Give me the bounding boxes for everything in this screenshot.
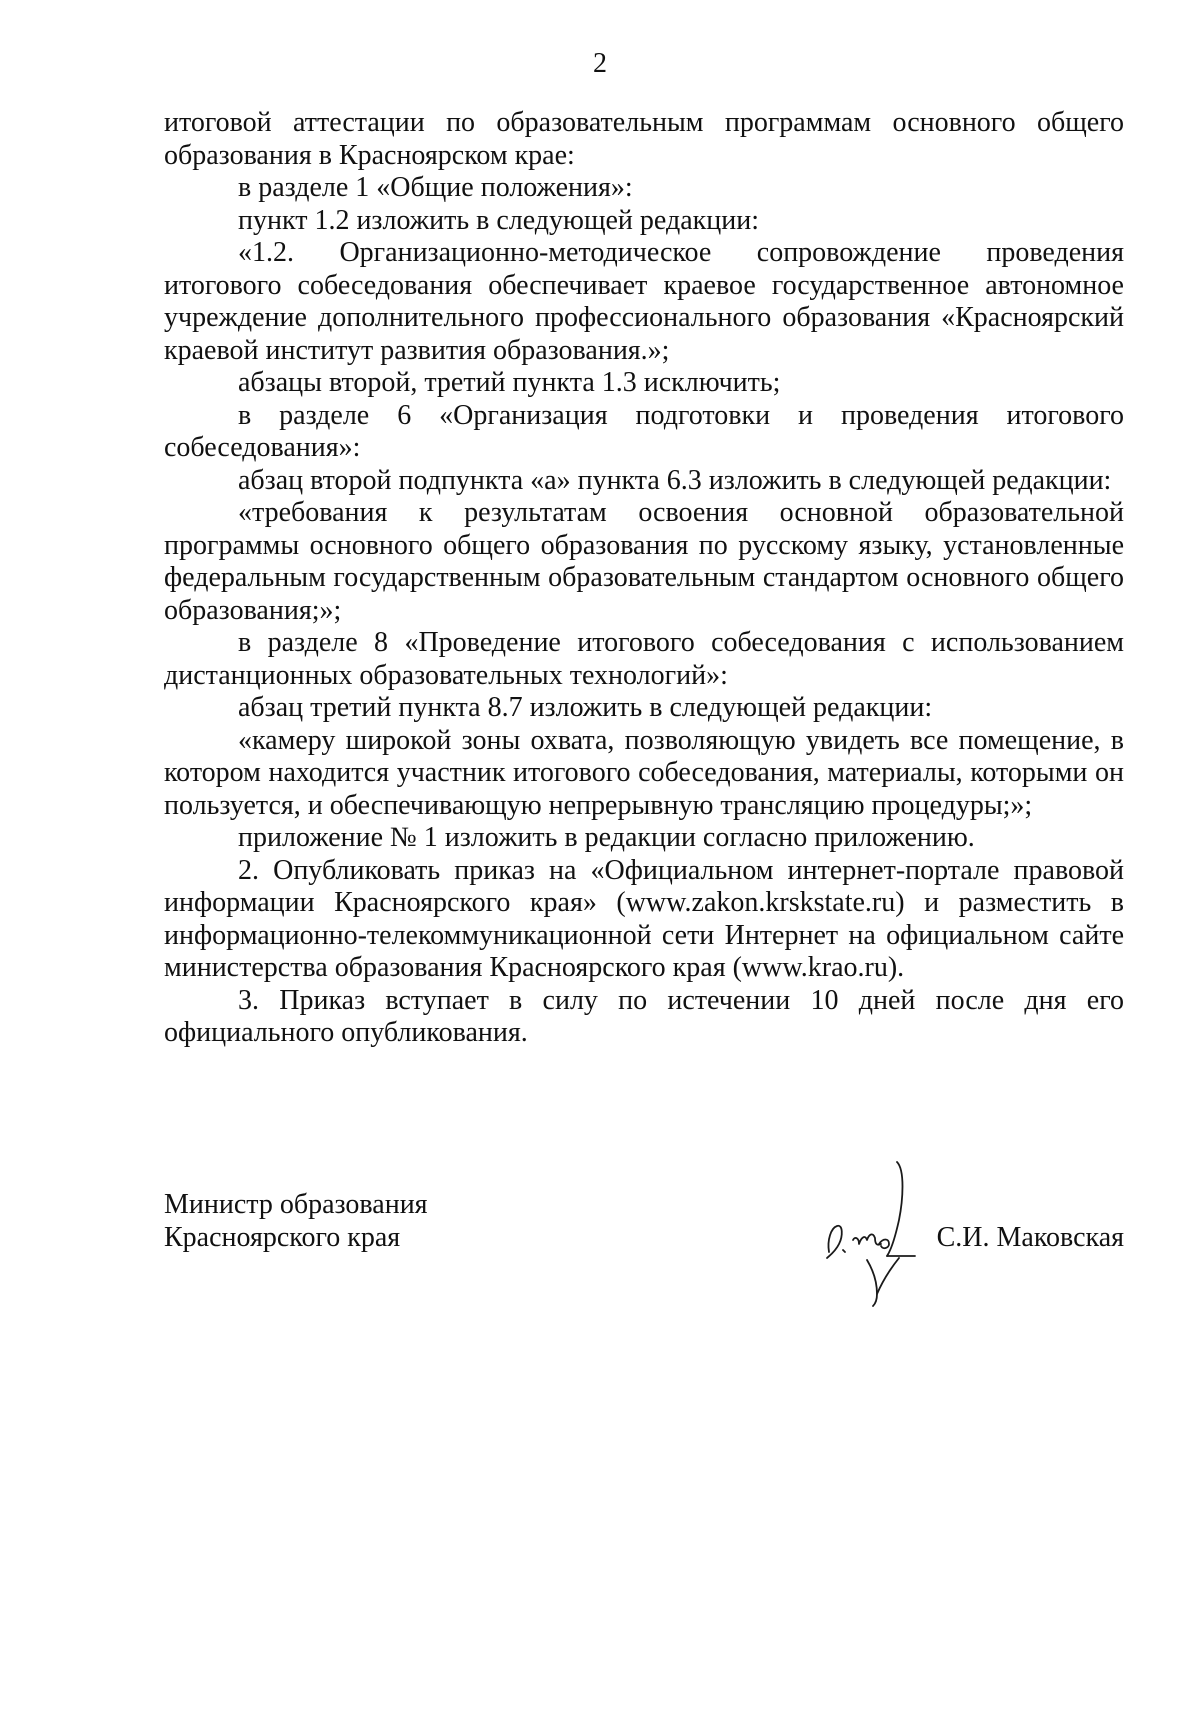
page-number: 2 — [593, 48, 607, 79]
signatory-title — [164, 1188, 428, 1254]
paragraph: «1.2. Организационно-методическое сопровождение проведения итогового собеседования обеспечивает краевое государственное автономное учреждение дополнительного профессионального образования «Красноярский краевой институт развития образования.»; — [164, 237, 1124, 366]
paragraph: «требования к результатам освоения основной образовательной программы основного общего образования по русскому языку, установленные федеральным государственным образовательным стандартом основного общего образования;»; — [164, 497, 1124, 626]
paragraph: 3. Приказ вступает в силу по истечении 10 дней после дня его официального опубликования. — [164, 984, 1124, 1048]
paragraph: в разделе 1 «Общие положения»: — [238, 172, 633, 203]
paragraph: абзац третий пункта 8.7 изложить в следующей редакции: — [238, 692, 933, 723]
signatory-title-line: Красноярского края — [164, 1222, 401, 1253]
paragraph: 2. Опубликовать приказ на «Официальном интернет-портале правовой информации Красноярского края» (www.zakon.krskstate.ru) и разместить в информационно-телекоммуникационной сети Интернет на официальном сайте министерства образования Красноярского края (www.krao.ru). — [164, 854, 1124, 983]
paragraph: пункт 1.2 изложить в следующей редакции: — [238, 204, 759, 236]
paragraph: «камеру широкой зоны охвата, позволяющую увидеть все помещение, в котором находится участник итогового собеседования, материалы, которыми он пользуется, и обеспечивающую непрерывную трансляцию процедуры;»; — [164, 724, 1124, 821]
paragraph: абзац второй подпункта «а» пункта 6.3 изложить в следующей редакции: — [238, 464, 1112, 496]
paragraph: абзацы второй, третий пункта 1.3 исключить; — [238, 367, 781, 398]
handwritten-signature-icon — [819, 1160, 929, 1310]
signatory-title-line: Министр образования — [164, 1189, 428, 1220]
paragraph: приложение № 1 изложить в редакции согласно приложению. — [238, 822, 975, 853]
paragraph: итоговой аттестации по образовательным программам основного общего образования в Красноярском крае: — [164, 107, 1124, 171]
paragraph: в разделе 6 «Организация подготовки и проведения итогового собеседования»: — [164, 399, 1124, 463]
signatory-name: С.И. Маковская — [936, 1222, 1124, 1253]
paragraph: в разделе 8 «Проведение итогового собеседования с использованием дистанционных образовательных технологий»: — [164, 627, 1124, 691]
signature-block — [164, 1188, 1124, 1318]
document-body — [164, 107, 1124, 1050]
